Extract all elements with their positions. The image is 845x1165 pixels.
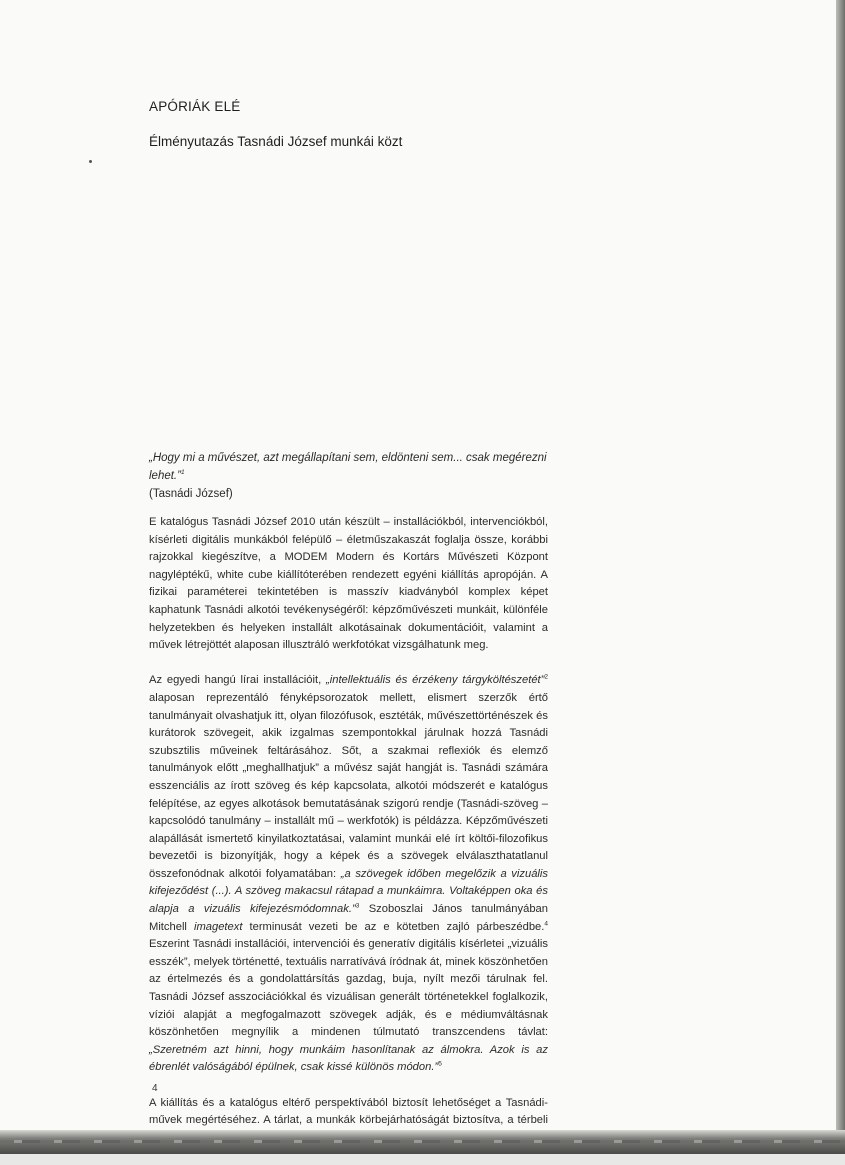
footnote-ref: 4 — [544, 919, 548, 927]
italic-quote: „a szövegek időben megelőzik a vizuális kifejeződést (...). A szöveg makacsul rátapad a munkáimra. Voltaképpen oka és alapja a vizuális kifejezésmódomnak.” — [149, 867, 548, 916]
footnote-ref: 3 — [355, 902, 360, 910]
footnote-ref: 5 — [438, 1060, 442, 1068]
body-text — [149, 514, 548, 1165]
stray-mark — [89, 160, 92, 163]
footnote-ref: 2 — [544, 673, 549, 681]
chapter-subtitle: Élményutazás Tasnádi József munkái közt — [149, 134, 403, 149]
paragraph-2-text: Eszerint Tasnádi installációi, intervenciói és generatív digitális kísérletei „vizuális esszék”, melyek történetté, textuális narratívává íródnak át, minek köszönhetően az értelmezés és a gondolattársítás gazdag, buja, nyílt mezői tárulnak fel. Tasnádi József asszociációkkal és vizuálisan generált történetekkel foglalkozik, víziói alapját a megfogalmazott szövegek adják, és e médiumváltásnak köszönhetően megnyílik a mindenen túlmutató transzcendens távlat: — [149, 938, 548, 1039]
chapter-title: APÓRIÁK ELÉ — [149, 99, 241, 114]
italic-term: imagetext — [193, 920, 243, 933]
paragraph-2-text: Az egyedi hangú lírai installációit, — [149, 674, 327, 687]
page-edge-shadow — [836, 0, 845, 1154]
paragraph-3: A kiállítás és a katalógus eltérő perspektívából biztosít lehetőséget a Tasnádi-művek megértéséhez. A tárlat, a munkák körbejárhatóságát biztosítva, a térbeli — [149, 1096, 548, 1127]
epigraph-quote — [149, 449, 569, 485]
italic-quote: „intellektuális és érzékeny tárgyköltészetét” — [326, 674, 545, 687]
paragraph-2-text: terminusát vezeti be az e kötetben zajló párbeszédbe. — [242, 920, 545, 933]
epigraph-author: (Tasnádi József) — [149, 488, 233, 500]
epigraph-quote-text: „Hogy mi a művészet, azt megállapítani sem, eldönteni sem... csak megérezni lehet.” — [149, 452, 547, 482]
paragraph-1: E katalógus Tasnádi József 2010 után készült – installációkból, intervenciókból, kísérleti digitális munkákból felépülő – életműszakaszát foglalja össze, korábbi rajzokkal kiegészítve, a MODEM Modern és Kortárs Művészeti Központ nagyléptékű, white cube kiállítóterében rendezett egyéni kiállítás apropóján. A fizikai paraméterei tekintetében is masszív kiadványból komplex képet kaphatunk Tasnádi alkotói tevékenységéről: képzőművészeti munkáit, különféle helyzetekben és helyeken installált alkotásainak dokumentációit, valamint a művek létrejöttét alaposan illusztráló werkfotókat vizsgálhatunk meg. — [149, 516, 548, 652]
page-number: 4 — [152, 1083, 158, 1094]
italic-quote: „Szeretném azt hinni, hogy munkáim hasonlítanak az álmokra. Azok is az ébrenlét valóságából épülnek, csak kissé különös módon.” — [149, 1043, 548, 1074]
footnote-ref: 1 — [180, 469, 185, 477]
paragraph-2-text: alaposan reprezentáló fényképsorozatok mellett, elismert szerzők értő tanulmányait olvashatjuk itt, olyan filozófusok, esztéták, művészettörténészek és kurátorok szövegeit, akik izgalmas szempontokkal járulnak hozzá Tasnádi szubsztilis műveinek feltárásához. Sőt, a szakmai reflexiók és elemző tanulmányok előtt „meghallhatjuk” a művész saját hangját is. Tasnádi számára esszenciális az írott szöveg és kép kapcsolata, alkotói módszerét e katalógus felépítése, az egyes alkotások bemutatásának szigorú rendje (Tasnádi-szöveg – kapcsolódó tanulmány – installált mű – werkfotók) is példázza. Képzőművészeti alapállását ismertető kinyilatkoztatásai, valamint munkái elé írt költői-filozofikus bevezetői is bizonyítják, hogy a képek és a szövegek elválaszthatatlanul összefonódnak alkotói folyamatában: — [149, 691, 548, 880]
paragraph-2 — [149, 672, 548, 1077]
epigraph — [149, 449, 569, 503]
paragraph-2-text: Szoboszlai János tanulmányában Mitchell — [149, 903, 548, 933]
scan-bottom-edge — [0, 1130, 845, 1154]
